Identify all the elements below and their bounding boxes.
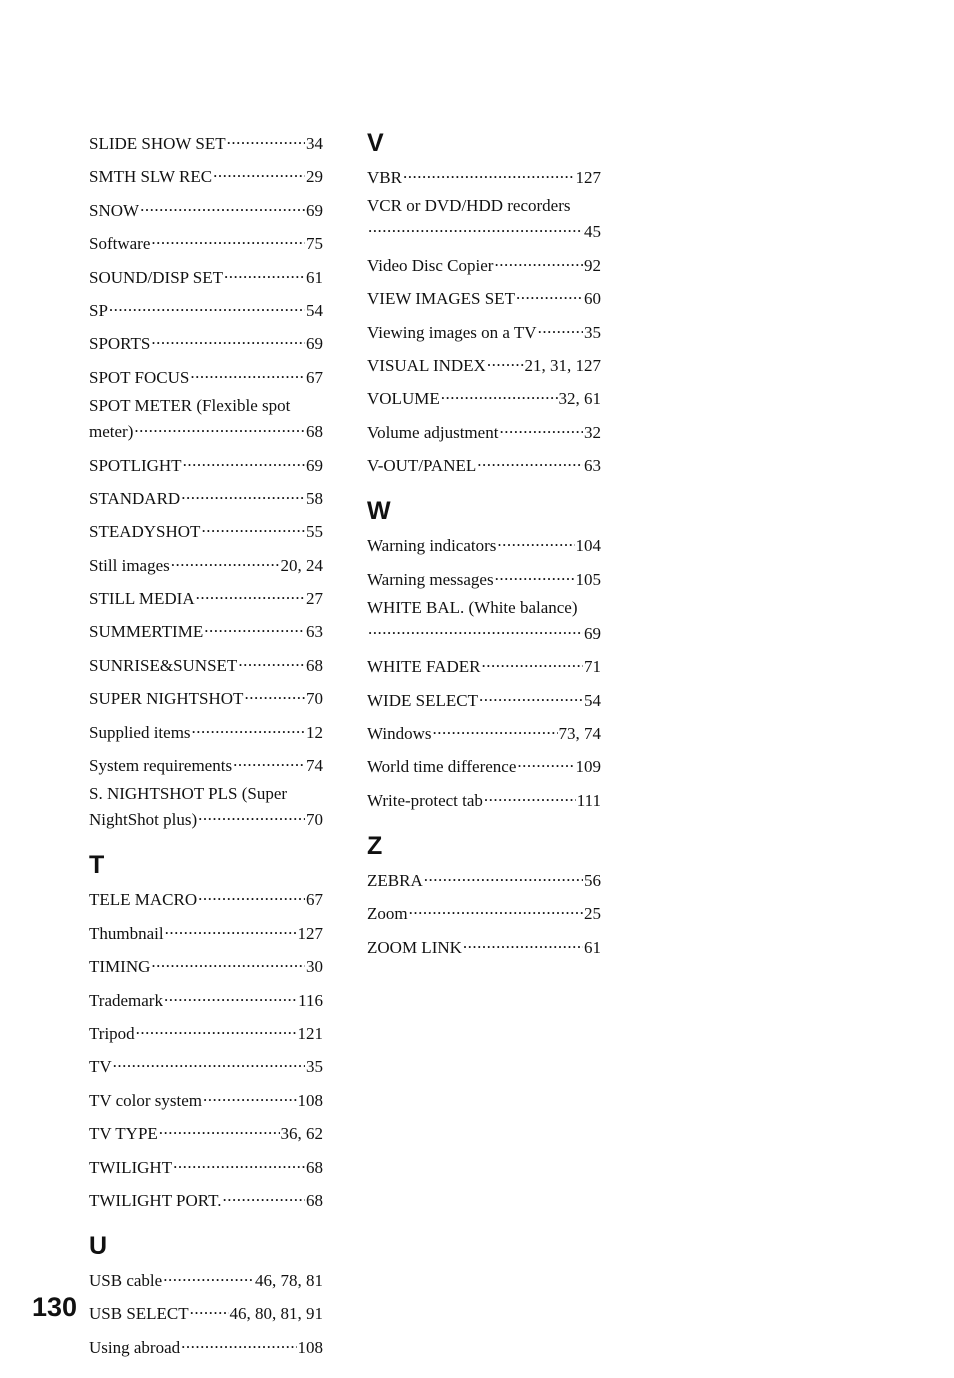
index-pages: 35 (306, 1057, 323, 1077)
index-pages: 68 (306, 1157, 323, 1177)
index-pages: 61 (306, 267, 323, 287)
index-term: System requirements (89, 756, 233, 776)
index-entry (89, 616, 323, 642)
index-term: Trademark (89, 990, 163, 1010)
dot-leader (151, 951, 305, 972)
dot-leader (441, 383, 558, 404)
index-pages: 56 (584, 870, 601, 890)
index-pages: 69 (584, 623, 601, 643)
dot-leader (190, 1298, 229, 1319)
index-pages: 69 (306, 334, 323, 354)
index-pages: 71 (584, 657, 601, 677)
index-term: Using abroad (89, 1337, 181, 1357)
index-pages: 116 (298, 990, 323, 1010)
index-pages: 68 (306, 655, 323, 675)
index-entry (367, 785, 601, 811)
index-entry (367, 932, 601, 958)
index-entry (89, 1185, 323, 1211)
dot-leader (481, 651, 583, 672)
index-term: VBR (367, 168, 402, 187)
index-pages: 74 (306, 756, 323, 776)
index-pages: 108 (297, 1337, 323, 1357)
index-term: WIDE SELECT (367, 690, 478, 710)
dot-leader (477, 450, 583, 471)
index-term: STILL MEDIA (89, 589, 195, 609)
index-term: WHITE FADER (367, 657, 481, 677)
index-entry (89, 161, 323, 187)
index-term: USB SELECT (89, 1304, 189, 1324)
index-pages: 46, 80, 81, 91 (229, 1304, 323, 1324)
index-pages: 75 (306, 234, 323, 254)
index-entry (367, 283, 601, 309)
index-entry (367, 417, 601, 443)
index-term: SPORTS (89, 334, 151, 354)
dot-leader (198, 804, 305, 825)
index-pages: 73, 74 (558, 724, 601, 744)
index-section-u (89, 1231, 323, 1358)
dot-leader (204, 616, 305, 637)
index-entry (367, 195, 601, 242)
index-term: Video Disc Copier (367, 255, 494, 275)
index-entry (367, 317, 601, 343)
index-section-t (89, 850, 323, 1211)
index-pages: 29 (306, 167, 323, 187)
index-term-continuation (89, 804, 323, 830)
index-section-w (367, 496, 601, 811)
index-term: SMTH SLW REC (89, 167, 213, 187)
index-term: STEADYSHOT (89, 522, 201, 542)
index-entry (367, 564, 601, 590)
index-pages: 121 (297, 1023, 323, 1043)
index-pages: 111 (576, 790, 601, 810)
dot-leader (409, 898, 583, 919)
index-term: TELE MACRO (89, 890, 198, 910)
index-pages: 34 (306, 134, 323, 153)
index-term-continuation (89, 416, 323, 442)
index-term: Volume adjustment (367, 422, 499, 442)
index-term: SUPER NIGHTSHOT (89, 689, 244, 709)
dot-leader (190, 362, 305, 383)
index-term: TWILIGHT PORT. (89, 1190, 222, 1210)
index-term: WHITE BAL. (White balance) (367, 597, 578, 617)
index-entry (367, 162, 601, 188)
index-term: Warning messages (367, 569, 494, 589)
index-entry (367, 898, 601, 924)
dot-leader (538, 317, 583, 338)
index-column-right (367, 128, 601, 978)
index-entry (89, 362, 323, 388)
index-term: SPOTLIGHT (89, 455, 182, 475)
index-entry (367, 865, 601, 891)
index-term: TV TYPE (89, 1124, 158, 1144)
dot-leader (424, 865, 583, 886)
index-term: VIEW IMAGES SET (367, 289, 515, 309)
dot-leader (181, 483, 305, 504)
dot-leader (136, 1018, 297, 1039)
index-term: meter) (89, 422, 134, 442)
index-pages: 12 (306, 722, 323, 742)
dot-leader (516, 283, 583, 304)
index-pages: 25 (584, 904, 601, 924)
dot-leader (109, 295, 305, 316)
index-entry (89, 328, 323, 354)
index-term: ZEBRA (367, 870, 423, 890)
index-section-z (367, 831, 601, 958)
index-pages: 61 (584, 937, 601, 957)
index-term: Zoom (367, 904, 408, 924)
index-entry (89, 128, 323, 154)
index-pages: 109 (575, 757, 601, 777)
index-term: SNOW (89, 200, 140, 220)
index-entry (89, 683, 323, 709)
dot-leader (233, 750, 305, 771)
index-term: NightShot plus) (89, 810, 198, 830)
dot-leader (484, 785, 576, 806)
index-pages: 68 (306, 422, 323, 442)
index-section-v (367, 128, 601, 476)
dot-leader (495, 564, 575, 585)
index-entry (367, 651, 601, 677)
dot-leader (403, 162, 575, 183)
dot-leader (134, 416, 305, 437)
index-term: SPOT FOCUS (89, 367, 190, 387)
dot-leader (479, 685, 583, 706)
dot-leader (463, 932, 583, 953)
index-pages: 67 (306, 367, 323, 387)
index-term: USB cable (89, 1270, 163, 1290)
index-pages: 108 (297, 1090, 323, 1110)
index-pages: 45 (584, 222, 601, 242)
index-term: S. NIGHTSHOT PLS (Super (89, 784, 288, 804)
index-term: TV color system (89, 1090, 203, 1110)
dot-leader (165, 918, 297, 939)
index-entry (89, 550, 323, 576)
section-letter-heading: V (367, 129, 384, 157)
dot-leader (487, 350, 524, 371)
dot-leader (140, 195, 305, 216)
dot-leader (494, 250, 583, 271)
index-entry (89, 1085, 323, 1111)
index-entry (89, 228, 323, 254)
index-pages: 54 (306, 300, 323, 320)
index-entry (89, 516, 323, 542)
index-term: VCR or DVD/HDD recorders (367, 196, 571, 216)
index-entry (89, 717, 323, 743)
dot-leader (368, 216, 583, 237)
index-entry (89, 1118, 323, 1144)
index-entry (367, 597, 601, 644)
index-pages: 35 (584, 322, 601, 342)
index-term: TV (89, 1057, 112, 1077)
index-entry (89, 951, 323, 977)
dot-leader (432, 718, 557, 739)
section-letter-heading: W (367, 497, 391, 526)
index-pages: 69 (306, 455, 323, 475)
index-entry (89, 750, 323, 776)
dot-leader (198, 884, 305, 905)
page-number: 130 (32, 1292, 78, 1322)
index-entry (89, 450, 323, 476)
section-letter-heading: U (89, 1231, 108, 1260)
index-pages: 20, 24 (280, 555, 323, 575)
index-entry (89, 1152, 323, 1178)
index-section-s (89, 128, 323, 830)
dot-leader (368, 618, 583, 639)
dot-leader (192, 717, 305, 738)
index-term: V-OUT/PANEL (367, 456, 477, 476)
index-entry (89, 918, 323, 944)
dot-leader (222, 1185, 305, 1206)
index-term: VOLUME (367, 389, 440, 409)
index-term: Windows (367, 724, 432, 744)
index-pages: 21, 31, 127 (524, 355, 601, 375)
index-pages: 105 (575, 569, 601, 589)
index-entry (367, 718, 601, 744)
index-entry (367, 350, 601, 376)
index-entry (367, 685, 601, 711)
dot-leader (164, 985, 297, 1006)
index-pages: 127 (575, 168, 601, 187)
dot-leader (227, 128, 305, 149)
section-letter-heading: Z (367, 831, 383, 860)
dot-leader (151, 328, 305, 349)
dot-leader (113, 1051, 305, 1072)
index-pages: 127 (297, 923, 323, 943)
index-pages: 27 (306, 589, 323, 609)
index-pages: 70 (306, 689, 323, 709)
dot-leader (213, 161, 305, 182)
dot-leader (171, 550, 280, 571)
index-entry (367, 250, 601, 276)
index-pages: 70 (306, 810, 323, 830)
index-entry (367, 450, 601, 476)
index-term: Software (89, 234, 151, 254)
index-term: SPOT METER (Flexible spot (89, 396, 291, 416)
index-term: Tripod (89, 1023, 135, 1043)
index-entry (89, 783, 323, 830)
index-term: ZOOM LINK (367, 937, 462, 957)
index-pages: 92 (584, 255, 601, 275)
index-pages: 46, 78, 81 (255, 1270, 323, 1290)
index-term: STANDARD (89, 488, 181, 508)
index-entry (89, 295, 323, 321)
index-term: Still images (89, 555, 170, 575)
dot-leader (517, 751, 574, 772)
index-pages: 69 (306, 200, 323, 220)
index-pages: 60 (584, 289, 601, 309)
index-term: Supplied items (89, 722, 191, 742)
dot-leader (183, 450, 305, 471)
dot-leader (181, 1332, 296, 1353)
index-entry (89, 1332, 323, 1358)
index-entry (89, 583, 323, 609)
index-term: TWILIGHT (89, 1157, 173, 1177)
index-term: TIMING (89, 957, 151, 977)
dot-leader (159, 1118, 280, 1139)
index-entry (367, 751, 601, 777)
index-entry (89, 1265, 323, 1291)
index-entry (89, 1018, 323, 1044)
index-pages: 58 (306, 488, 323, 508)
index-term: SP (89, 300, 108, 320)
index-entry (89, 1298, 323, 1324)
index-entry (89, 195, 323, 221)
index-entry (89, 395, 323, 442)
index-column-left (89, 128, 323, 1378)
index-term: SUNRISE&SUNSET (89, 655, 238, 675)
index-entry (89, 262, 323, 288)
index-term-continuation (367, 216, 601, 242)
index-pages: 63 (584, 456, 601, 476)
section-letter-heading: T (89, 851, 105, 880)
index-pages: 104 (575, 536, 601, 556)
dot-leader (196, 583, 305, 604)
index-entry (367, 383, 601, 409)
index-term: SLIDE SHOW SET (89, 134, 226, 153)
dot-leader (151, 228, 305, 249)
index-entry (367, 530, 601, 556)
index-entry (89, 884, 323, 910)
index-term: SOUND/DISP SET (89, 267, 223, 287)
dot-leader (238, 650, 305, 671)
index-term-continuation (367, 618, 601, 644)
index-pages: 63 (306, 622, 323, 642)
index-pages: 67 (306, 890, 323, 910)
dot-leader (201, 516, 305, 537)
index-term: Viewing images on a TV (367, 322, 537, 342)
dot-leader (224, 262, 305, 283)
index-pages: 68 (306, 1190, 323, 1210)
dot-leader (203, 1085, 296, 1106)
dot-leader (173, 1152, 305, 1173)
index-entry (89, 483, 323, 509)
index-term: SUMMERTIME (89, 622, 204, 642)
index-pages: 54 (584, 690, 601, 710)
index-entry (89, 1051, 323, 1077)
index-term: Thumbnail (89, 923, 164, 943)
index-entry (89, 650, 323, 676)
index-term: Write-protect tab (367, 790, 483, 810)
index-pages: 36, 62 (280, 1124, 323, 1144)
dot-leader (244, 683, 305, 704)
index-entry (89, 985, 323, 1011)
index-term: Warning indicators (367, 536, 497, 556)
index-term: VISUAL INDEX (367, 355, 486, 375)
index-term: World time difference (367, 757, 517, 777)
dot-leader (499, 417, 583, 438)
index-pages: 32, 61 (558, 389, 601, 409)
index-pages: 30 (306, 957, 323, 977)
dot-leader (497, 530, 574, 551)
index-pages: 55 (306, 522, 323, 542)
index-pages: 32 (584, 422, 601, 442)
dot-leader (163, 1265, 254, 1286)
